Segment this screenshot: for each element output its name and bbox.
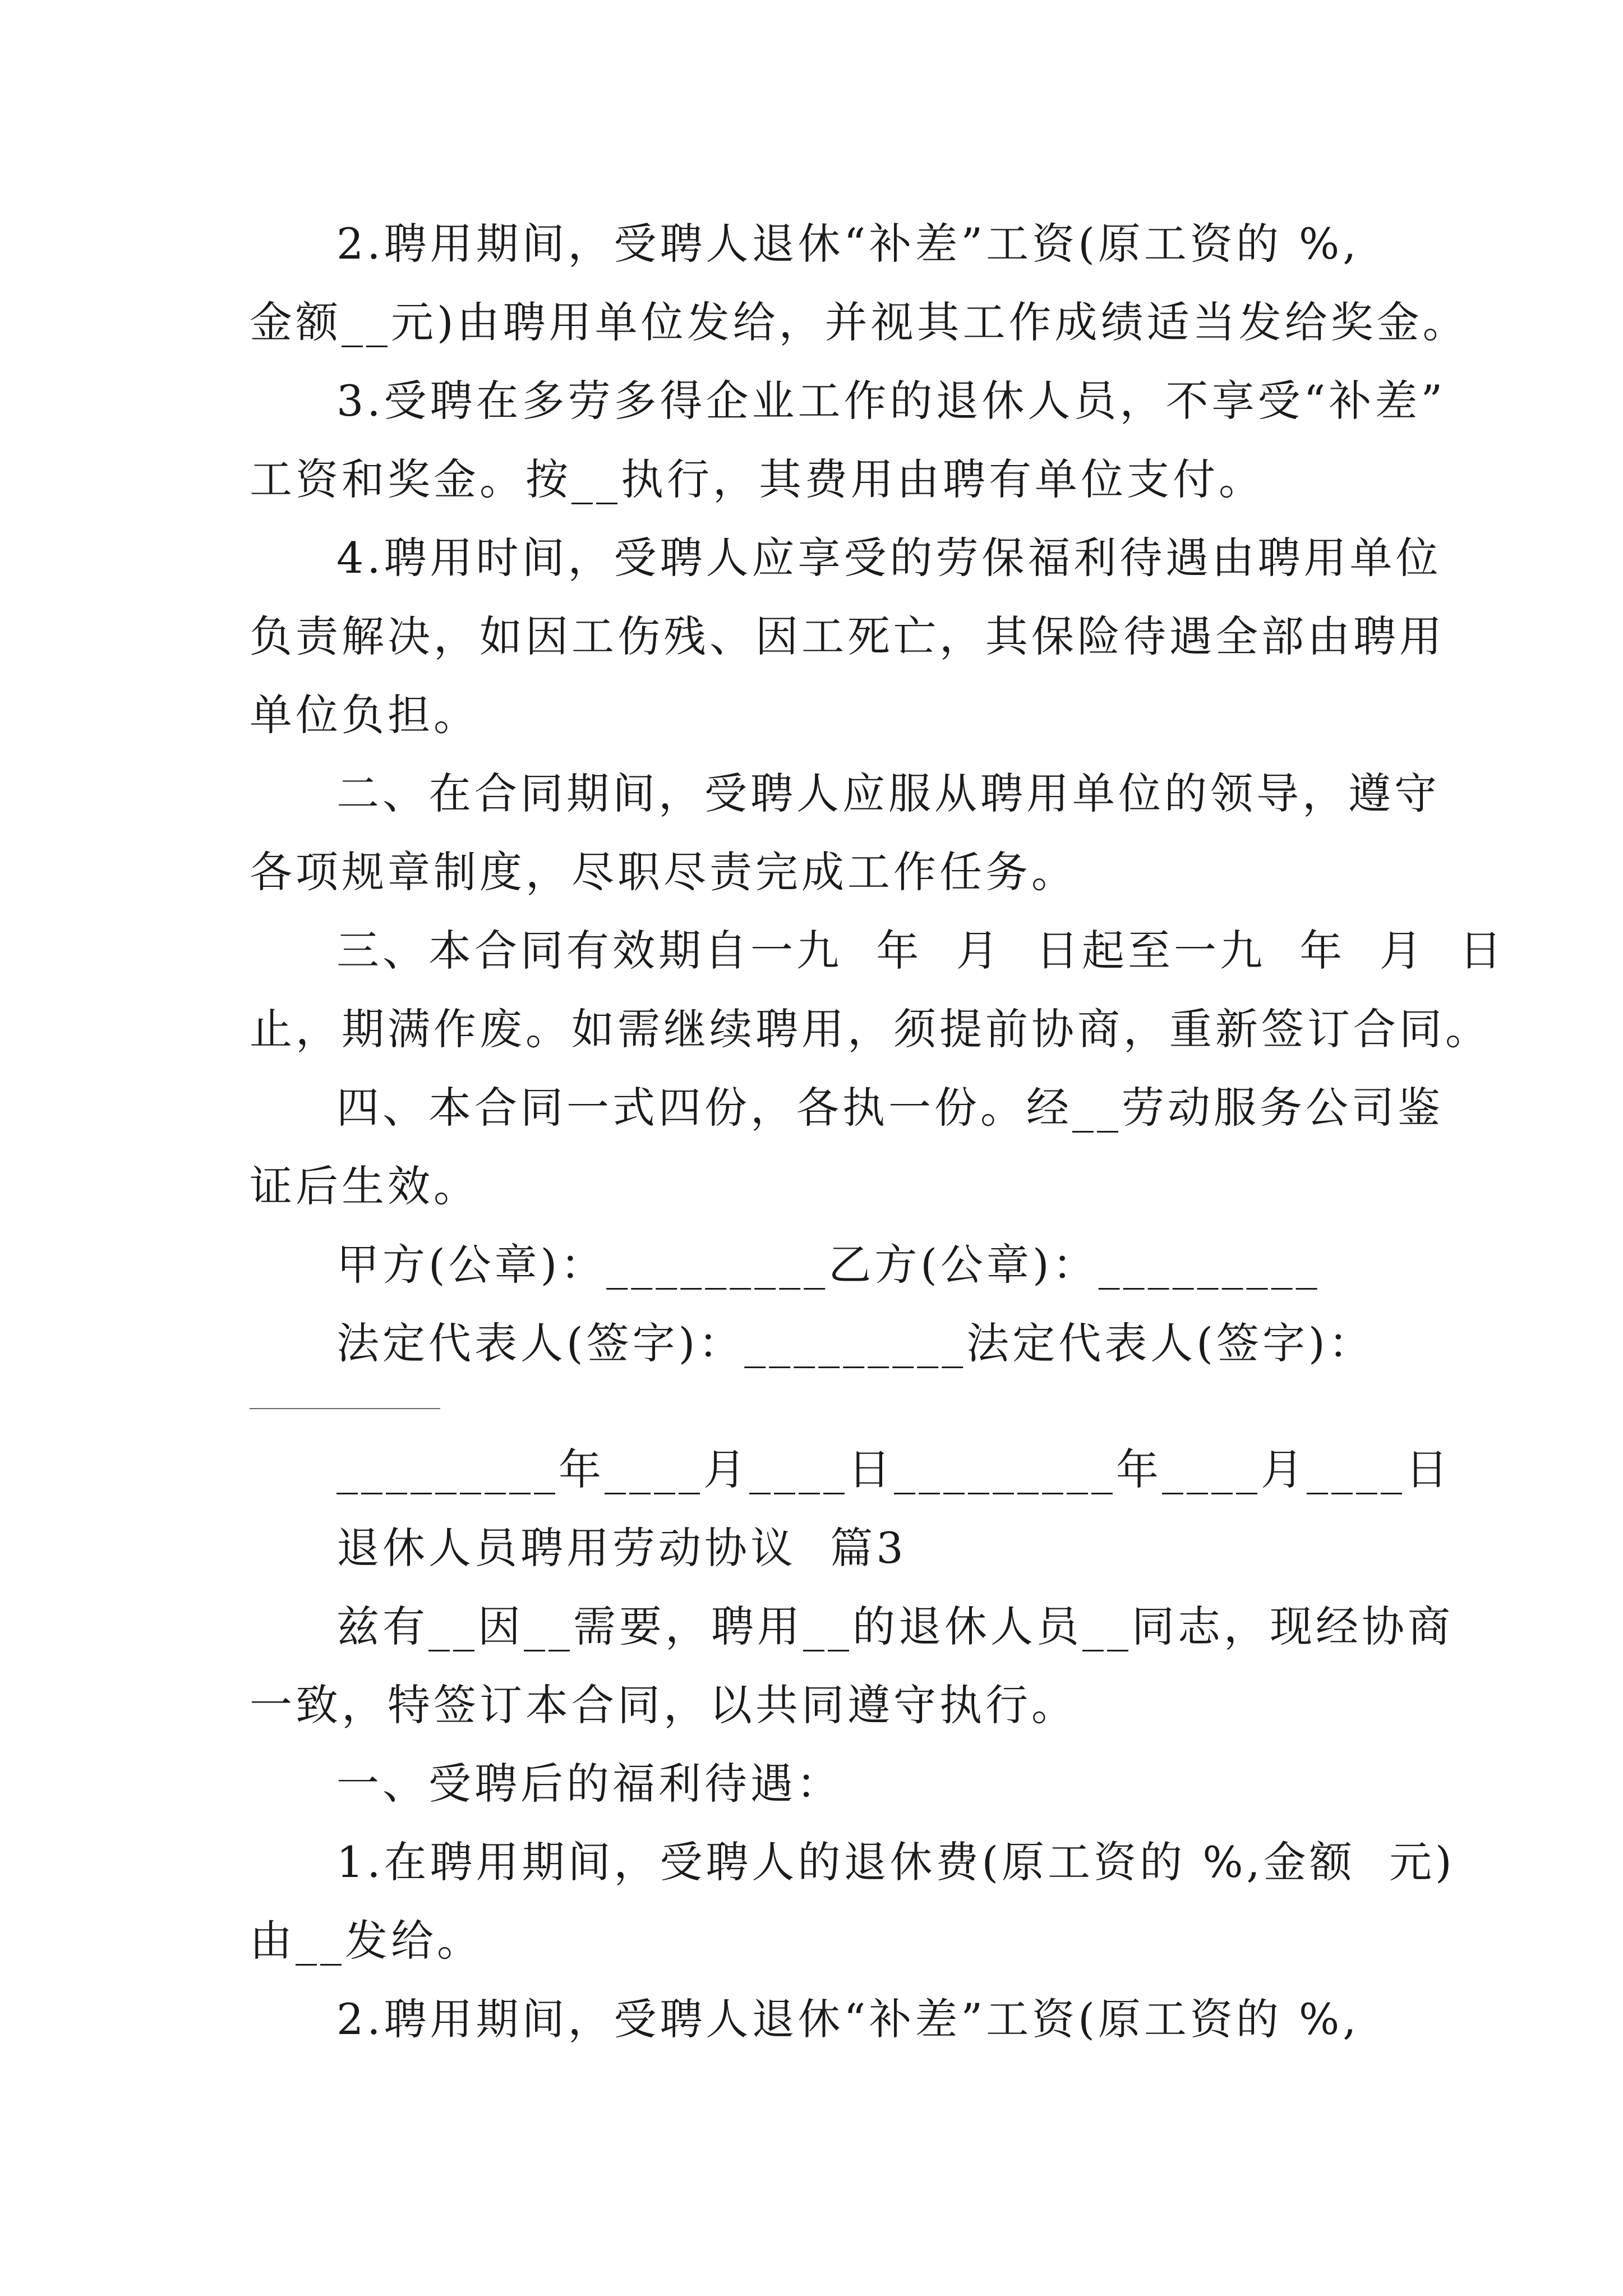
paragraph-line: 一致，特签订本合同，以共同遵守执行。 — [250, 1680, 1077, 1730]
paragraph-line: 二、在合同期间，受聘人应服从聘用单位的领导，遵守 — [336, 769, 1440, 818]
paragraph-line: 各项规章制度，尽职尽责完成工作任务。 — [250, 847, 1077, 897]
paragraph-line: 止，期满作废。如需继续聘用，须提前协商，重新签订合同。 — [250, 1004, 1491, 1054]
paragraph-line: 2.聘用期间，受聘人退休“补差”工资(原工资的 %, — [336, 1994, 1360, 2044]
paragraph-line: 兹有__因__需要，聘用__的退休人员__同志，现经协商 — [336, 1602, 1454, 1651]
paragraph-line: 金额__元)由聘用单位发给，并视其工作成绩适当发给奖金。 — [250, 297, 1469, 347]
paragraph-line: 一、受聘后的福利待遇： — [336, 1759, 842, 1809]
signature-date-line: _________年____月____日_________年____月____日 — [336, 1444, 1451, 1494]
paragraph-line: 证后生效。 — [250, 1161, 479, 1211]
paragraph-line: 2.聘用期间，受聘人退休“补差”工资(原工资的 %, — [336, 219, 1360, 269]
paragraph-line: 单位负担。 — [250, 690, 479, 740]
paragraph-line: 由__发给。 — [250, 1916, 483, 1966]
signature-blank-rule — [250, 1408, 440, 1409]
section-heading: 退休人员聘用劳动协议 篇3 — [336, 1523, 907, 1573]
paragraph-line: 三、本合同有效期自一九 年 月 日起至一九 年 月 日 — [336, 926, 1505, 976]
paragraph-line: 1.在聘用期间，受聘人的退休费(原工资的 %,金额 元) — [336, 1837, 1455, 1887]
paragraph-line: 负责解决，如因工伤残、因工死亡，其保险待遇全部由聘用 — [250, 611, 1445, 661]
paragraph-line: 工资和奖金。按__执行，其费用由聘有单位支付。 — [250, 454, 1265, 504]
paragraph-line: 4.聘用时间，受聘人应享受的劳保福利待遇由聘用单位 — [336, 533, 1442, 583]
signature-line-representative: 法定代表人(签字)：_________法定代表人(签字)： — [336, 1318, 1375, 1368]
signature-line-party: 甲方(公章)：_________乙方(公章)：_________ — [336, 1240, 1321, 1290]
paragraph-line: 四、本合同一式四份，各执一份。经__劳动服务公司鉴 — [336, 1083, 1444, 1133]
paragraph-line: 3.受聘在多劳多得企业工作的退休人员，不享受“补差” — [336, 376, 1446, 426]
